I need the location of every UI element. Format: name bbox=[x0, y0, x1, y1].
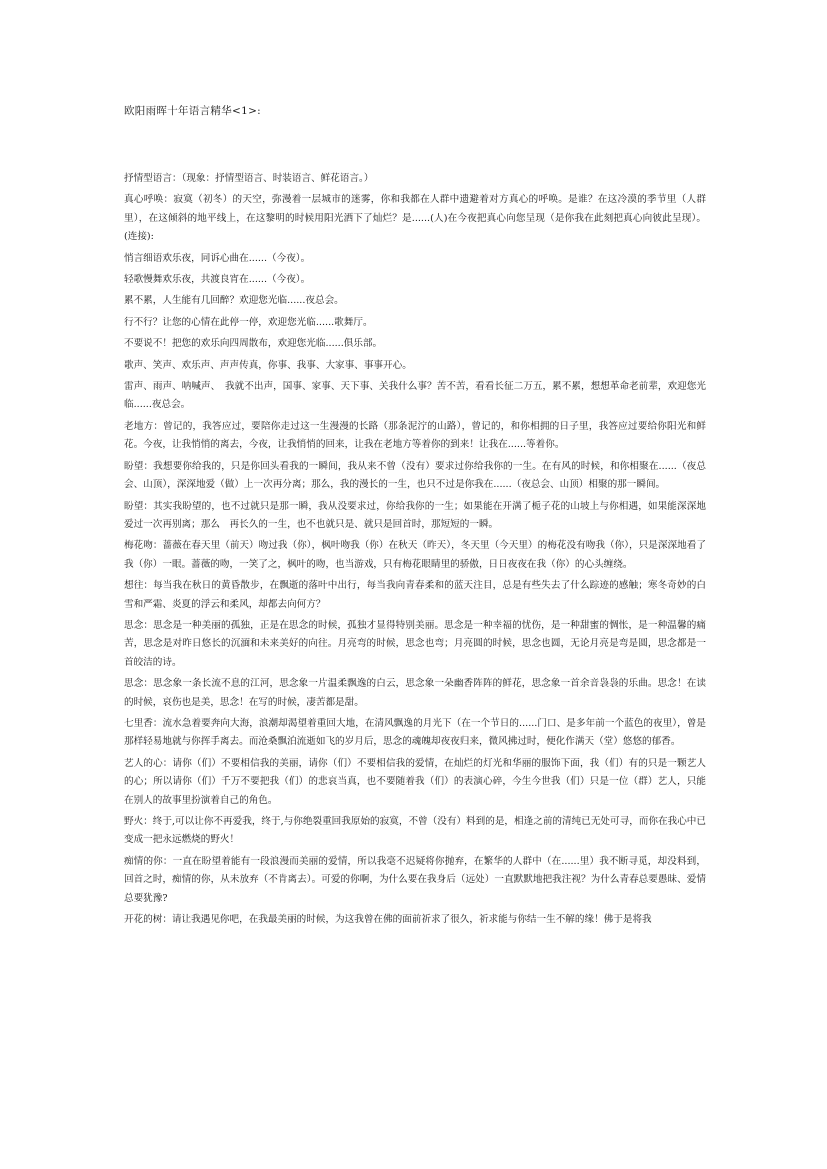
paragraph: 野火：终于,可以让你不再爱我，终于,与你绝裂重回我原始的寂寞，不曾（没有）料到的是，相逢之前的清纯已无处可寻，而你在我心中已变成一把永远燃烧的野火！ bbox=[124, 816, 706, 846]
paragraph: 思念：思念是一种美丽的孤独，正是在思念的时候，孤独才显得特别美丽。思念是一种幸福的忧伤，是一种甜蜜的惆怅，是一种温馨的痛苦，思念是对昨日悠长的沉湎和未来美好的向往。月亮弯的时候，思念也弯；月亮圆的时候，思念也圆，无论月亮是弯是圆，思念都是一首皎洁的诗。 bbox=[124, 619, 706, 668]
document-body bbox=[124, 170, 706, 932]
paragraph: 不要说不！把您的欢乐向四周散布，欢迎您光临......俱乐部。 bbox=[124, 338, 383, 350]
paragraph: 痴情的你：一直在盼望着能有一段浪漫而美丽的爱情，所以我毫不迟疑将你抛弃，在繁华的人群中（在......里）我不断寻觅，却没料到，回首之时，痴情的你，从未放弃（不肯离去）。可爱的你啊，为什么要在我身后（远处）一直默默地把我注视？为什么青春总要愚昧、爱情总要犹豫? bbox=[124, 855, 706, 904]
paragraph: 想往：每当我在秋日的黄昏散步，在飘逝的落叶中出行，每当我向青春柔和的蓝天注目，总是有些失去了什么踪迹的感触；寒冬奇妙的白雪和严霜、炎夏的浮云和柔风，却都去向何方？ bbox=[124, 580, 706, 610]
paragraph: 盼望：其实我盼望的，也不过就只是那一瞬，我从没要求过，你给我你的一生；如果能在开满了栀子花的山坡上与你相遇，如果能深深地爱过一次再别离；那么 再长久的一生，也不也就只是、就只是回首时，那短短的一瞬。 bbox=[124, 500, 706, 530]
paragraph: 真心呼唤：寂寞（初冬）的天空，弥漫着一层城市的迷雾，你和我都在人群中遗避着对方真心的呼唤。是谁？在这冷漠的季节里（人群里），在这倾斜的地平线上，在这黎明的时候用阳光洒下了灿烂？是......(人)在今夜把真心向您呈现（是你我在此刻把真心向彼此呈现）。(连接): bbox=[124, 194, 706, 243]
paragraph: 歌声、笑声、欢乐声、声声传真，你事、我事、大家事、事事开心。 bbox=[124, 359, 412, 371]
paragraph: 雷声、雨声、呐喊声、 我就不出声，国事、家事、天下事、关我什么事？苦不苦，看看长征二万五，累不累，想想革命老前辈，欢迎您光临......夜总会。 bbox=[124, 381, 706, 411]
paragraph: 思念：思念象一条长流不息的江河，思念象一片温柔飘逸的白云，思念象一朵幽香阵阵的鲜花，思念象一首余音袅袅的乐曲。思念！在读的时候，哀伤也是美，思念！在写的时候，凄苦都是甜。 bbox=[124, 678, 706, 708]
paragraph: 盼望：我想要你给我的，只是你回头看我的一瞬间，我从来不曾（没有）要求过你给我你的一生。在有风的时候，和你相聚在......（夜总会、山顶），深深地爱（做）上一次再分离；那么，我的漫长的一生，也只不过是你我在......（夜总会、山顶）相聚的那一瞬间。 bbox=[124, 460, 706, 491]
paragraph: 艺人的心：请你（们）不要相信我的美丽，请你（们）不要相信我的爱情，在灿烂的灯光和华丽的服饰下面，我（们）有的只是一颗艺人的心；所以请你（们）千万不要把我（们）的悲哀当真，也不要随着我（们）的表演心碎，今生今世我（们）只是一位（群）艺人，只能在别人的故事里扮演着自己的角色。 bbox=[124, 757, 706, 806]
paragraph: 悄言细语欢乐夜，同诉心曲在......（今夜）。 bbox=[124, 252, 311, 264]
paragraph: 七里香：流水急着要奔向大海，浪潮却渴望着重回大地，在清风飘逸的月光下（在一个节日的......门口、是多年前一个蓝色的夜里），曾是那样轻易地就与你挥手离去。而沧桑飘泊流逝如飞的岁月后，思念的魂魄却夜夜归来，微风拂过时，便化作满天（堂）悠悠的郁香。 bbox=[124, 717, 706, 748]
paragraph: 行不行？让您的心情在此停一停，欢迎您光临......歌舞厅。 bbox=[124, 316, 373, 328]
paragraph: 轻歌慢舞欢乐夜，共渡良宵在......（今夜）。 bbox=[124, 274, 311, 286]
paragraph: 抒情型语言：（现象：抒情型语言、时装语言、鲜花语言。） bbox=[124, 173, 374, 184]
paragraph: 梅花吻：蔷薇在春天里（前天）吻过我（你），枫叶吻我（你）在秋天（昨天），冬天里（今天里）的梅花没有吻我（你），只是深深地看了我（你）一眼。蔷薇的吻，一笑了之，枫叶的吻，也当游戏，只有梅花眼睛里的骄傲，日日夜夜在我（你）的心头缠绕。 bbox=[124, 540, 706, 570]
paragraph: 老地方：曾记的，我答应过，要陪你走过这一生漫漫的长路（那条泥泞的山路），曾记的，和你相拥的日子里，我答应过要给你阳光和鲜花。今夜，让我悄悄的离去，今夜，让我悄悄的回来，让我在老地方等着你的到来！让我在......等着你。 bbox=[124, 420, 706, 451]
paragraph: 累不累，人生能有几回醉？欢迎您光临......夜总会。 bbox=[124, 295, 344, 307]
paragraph: 开花的树：请让我遇见你吧，在我最美丽的时候，为这我曾在佛的面前祈求了很久，祈求能与你结一生不解的缘！佛于是将我 bbox=[124, 914, 652, 926]
page-title: 欧阳雨晖十年语言精华<1>: bbox=[124, 105, 262, 117]
